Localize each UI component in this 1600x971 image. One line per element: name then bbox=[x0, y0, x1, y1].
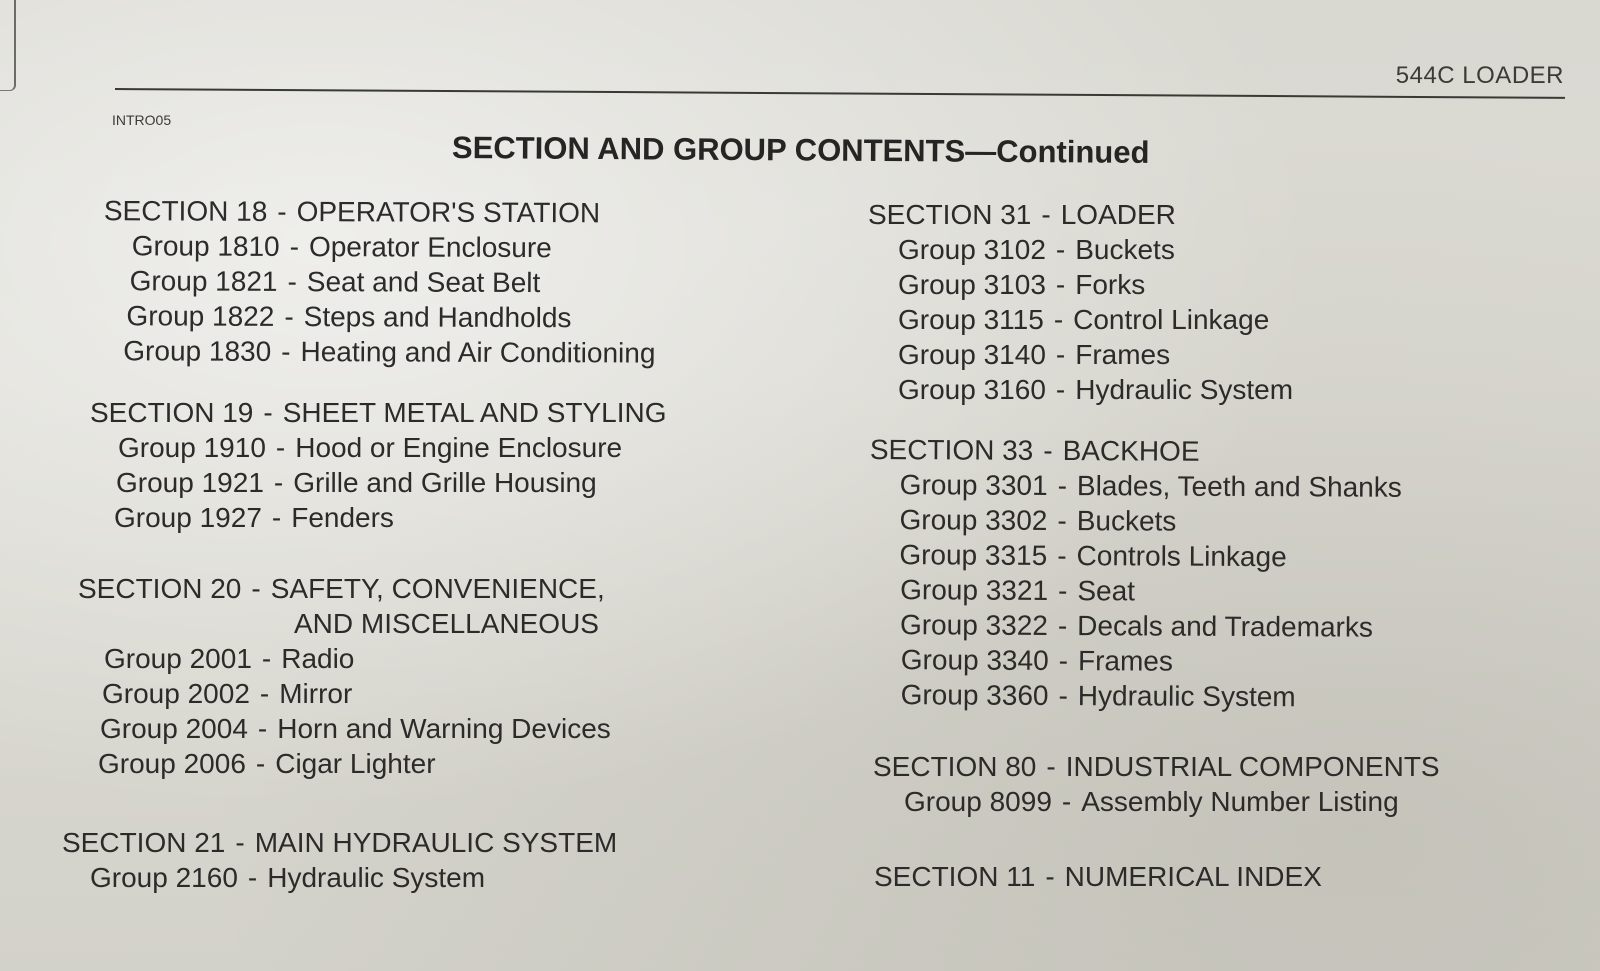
group-title: Buckets bbox=[1076, 505, 1177, 537]
toc-group-item: Group 2002 - Mirror bbox=[102, 678, 353, 709]
group-number: Group 3102 bbox=[898, 234, 1046, 265]
toc-section-18 bbox=[61, 194, 656, 372]
group-number: Group 1830 bbox=[123, 335, 272, 367]
group-number: Group 1821 bbox=[129, 265, 278, 297]
section-heading: SECTION 18 - OPERATOR'S STATION bbox=[103, 195, 601, 229]
toc-group-item: Group 3322 - Decals and Trademarks bbox=[899, 609, 1373, 643]
toc-group-item: Group 8099 - Assembly Number Listing bbox=[904, 786, 1399, 817]
section-heading: SECTION 11 - NUMERICAL INDEX bbox=[874, 861, 1322, 892]
toc-group-item: Group 2004 - Horn and Warning Devices bbox=[100, 713, 611, 744]
group-number: Group 2002 bbox=[102, 678, 250, 709]
section-heading: SECTION 31 - LOADER bbox=[868, 199, 1176, 230]
toc-section-20 bbox=[62, 572, 611, 782]
group-number: Group 3340 bbox=[900, 644, 1049, 676]
section-heading: SECTION 21 - MAIN HYDRAULIC SYSTEM bbox=[62, 827, 618, 858]
group-title: Steps and Handholds bbox=[303, 301, 572, 334]
toc-group-item: Group 3360 - Hydraulic System bbox=[900, 679, 1296, 713]
group-number: Group 3321 bbox=[900, 574, 1049, 606]
group-number: Group 1927 bbox=[114, 502, 262, 533]
group-title: Grille and Grille Housing bbox=[293, 467, 597, 498]
group-title: Decals and Trademarks bbox=[1077, 610, 1373, 643]
section-title: LOADER bbox=[1060, 199, 1176, 230]
section-number: SECTION 33 bbox=[869, 434, 1034, 466]
group-title: Control Linkage bbox=[1073, 304, 1270, 335]
toc-group-item: Group 1822 - Steps and Handholds bbox=[126, 300, 572, 334]
group-title: Radio bbox=[281, 643, 355, 674]
section-title: BACKHOE bbox=[1062, 435, 1200, 467]
section-title: SHEET METAL AND STYLING bbox=[282, 397, 667, 428]
section-number: SECTION 18 bbox=[103, 195, 268, 227]
group-number: Group 8099 bbox=[904, 786, 1052, 817]
toc-section-31 bbox=[868, 198, 1293, 408]
section-number: SECTION 21 bbox=[62, 827, 226, 858]
group-number: Group 2006 bbox=[98, 748, 246, 779]
group-title: Hydraulic System bbox=[1075, 374, 1294, 405]
group-title: Controls Linkage bbox=[1076, 540, 1287, 573]
group-number: Group 3302 bbox=[899, 504, 1048, 536]
page-title: SECTION AND GROUP CONTENTS—Continued bbox=[451, 130, 1150, 170]
section-heading: SECTION 19 - SHEET METAL AND STYLING bbox=[90, 397, 667, 428]
toc-group-item: Group 3160 - Hydraulic System bbox=[898, 374, 1294, 405]
group-number: Group 3315 bbox=[899, 539, 1048, 571]
section-title: NUMERICAL INDEX bbox=[1064, 861, 1322, 892]
group-title: Seat and Seat Belt bbox=[306, 266, 541, 299]
group-number: Group 1910 bbox=[118, 432, 266, 463]
toc-group-item: Group 3102 - Buckets bbox=[898, 234, 1175, 265]
section-number: SECTION 11 bbox=[874, 861, 1036, 892]
toc-group-item: Group 3301 - Blades, Teeth and Shanks bbox=[899, 469, 1402, 503]
toc-group-item: Group 2006 - Cigar Lighter bbox=[98, 748, 436, 779]
section-title: MAIN HYDRAULIC SYSTEM bbox=[254, 827, 618, 858]
group-title: Blades, Teeth and Shanks bbox=[1076, 470, 1402, 503]
toc-section-33 bbox=[867, 433, 1403, 716]
section-title-continued: AND MISCELLANEOUS bbox=[294, 608, 599, 639]
group-title: Cigar Lighter bbox=[275, 748, 436, 779]
section-title: INDUSTRIAL COMPONENTS bbox=[1065, 751, 1440, 782]
section-number: SECTION 19 bbox=[90, 397, 254, 428]
group-title: Horn and Warning Devices bbox=[277, 713, 611, 744]
group-number: Group 2160 bbox=[90, 862, 238, 893]
group-title: Assembly Number Listing bbox=[1081, 786, 1399, 817]
section-number: SECTION 20 bbox=[78, 573, 242, 604]
group-title: Hood or Engine Enclosure bbox=[295, 432, 623, 463]
group-number: Group 2001 bbox=[104, 643, 252, 674]
group-number: Group 1810 bbox=[131, 230, 280, 262]
group-title: Frames bbox=[1075, 339, 1171, 370]
section-heading: SECTION 20 - SAFETY, CONVENIENCE, bbox=[78, 573, 605, 604]
group-title: Frames bbox=[1077, 645, 1174, 677]
group-title: Hydraulic System bbox=[267, 862, 486, 893]
toc-group-item: Group 1830 - Heating and Air Conditioning bbox=[123, 335, 656, 369]
group-title: Seat bbox=[1077, 575, 1136, 607]
group-title: Buckets bbox=[1075, 234, 1175, 265]
group-title: Operator Enclosure bbox=[308, 231, 552, 264]
header-rule bbox=[115, 88, 1565, 99]
toc-group-item: Group 3302 - Buckets bbox=[899, 504, 1177, 537]
toc-group-item: Group 1921 - Grille and Grille Housing bbox=[116, 467, 597, 498]
group-number: Group 3301 bbox=[899, 469, 1048, 501]
section-number: SECTION 31 bbox=[868, 199, 1032, 230]
toc-group-item: Group 3340 - Frames bbox=[900, 644, 1174, 677]
group-number: Group 3115 bbox=[898, 304, 1044, 335]
toc-group-item: Group 3321 - Seat bbox=[900, 574, 1136, 607]
group-title: Heating and Air Conditioning bbox=[300, 336, 656, 369]
section-number: SECTION 80 bbox=[873, 751, 1037, 782]
toc-group-item: Group 2001 - Radio bbox=[104, 643, 355, 674]
group-number: Group 1822 bbox=[126, 300, 275, 332]
group-title: Hydraulic System bbox=[1077, 680, 1296, 713]
toc-group-item: Group 3103 - Forks bbox=[898, 269, 1146, 300]
toc-group-item: Group 3140 - Frames bbox=[898, 339, 1171, 370]
group-number: Group 3360 bbox=[900, 679, 1049, 711]
toc-group-item: Group 3115 - Control Linkage bbox=[898, 304, 1270, 335]
toc-group-item: Group 1810 - Operator Enclosure bbox=[131, 230, 552, 264]
section-heading: SECTION 33 - BACKHOE bbox=[869, 434, 1200, 467]
group-number: Group 3103 bbox=[898, 269, 1046, 300]
toc-section-11 bbox=[868, 860, 1322, 895]
toc-group-item: Group 1927 - Fenders bbox=[114, 502, 394, 533]
toc-group-item: Group 3315 - Controls Linkage bbox=[899, 539, 1287, 573]
toc-group-item: Group 1910 - Hood or Engine Enclosure bbox=[118, 432, 623, 463]
group-title: Fenders bbox=[291, 502, 394, 533]
section-heading: SECTION 80 - INDUSTRIAL COMPONENTS bbox=[873, 751, 1440, 782]
group-number: Group 3322 bbox=[899, 609, 1048, 641]
page-fold-edge bbox=[0, 0, 16, 91]
group-number: Group 1921 bbox=[116, 467, 264, 498]
document-code: INTRO05 bbox=[112, 112, 172, 128]
running-head: 544C LOADER bbox=[1395, 62, 1564, 89]
toc-group-item: Group 1821 - Seat and Seat Belt bbox=[129, 265, 541, 299]
group-title: Mirror bbox=[279, 678, 353, 709]
toc-section-80 bbox=[868, 750, 1440, 820]
group-number: Group 3140 bbox=[898, 339, 1046, 370]
toc-group-item: Group 2160 - Hydraulic System bbox=[90, 862, 486, 893]
section-title: OPERATOR'S STATION bbox=[296, 196, 601, 229]
toc-section-21 bbox=[62, 826, 617, 896]
group-number: Group 2004 bbox=[100, 713, 248, 744]
toc-section-19 bbox=[62, 396, 667, 536]
group-number: Group 3160 bbox=[898, 374, 1046, 405]
group-title: Forks bbox=[1075, 269, 1146, 300]
section-title: SAFETY, CONVENIENCE, bbox=[270, 573, 605, 604]
